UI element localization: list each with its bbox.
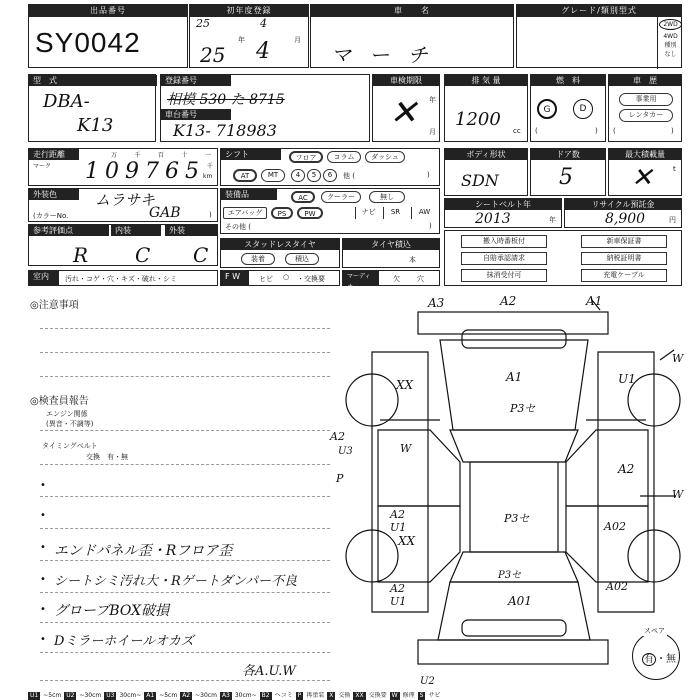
- note-line-8: [40, 560, 330, 561]
- seatbelt-value: 2013: [475, 211, 511, 227]
- lot-label: 出品番号: [29, 5, 187, 17]
- legend-19: 交換要: [368, 692, 387, 699]
- mark-p-trunk: P3セ: [498, 570, 522, 581]
- first-reg-label: 初年度登録: [190, 5, 308, 17]
- front-grille-shape: [462, 330, 566, 348]
- mark-p-hood: P3セ: [510, 402, 536, 415]
- color-label: 外装色: [29, 189, 79, 200]
- grade-label: グレード/類別型式: [517, 5, 681, 17]
- mark-p-roof: P3セ: [504, 512, 530, 525]
- front-right-door-shape: [566, 430, 648, 506]
- mileage-digit-headers: [111, 150, 211, 159]
- inspection-month-unit: 月: [429, 128, 436, 136]
- drive-4wd: 4WD: [663, 33, 678, 40]
- engine-label: エンジン関係: [46, 410, 88, 418]
- model-value-1: DBA-: [43, 91, 90, 112]
- legend-10: A3: [221, 692, 230, 699]
- first-reg-month-unit: 月: [294, 36, 301, 44]
- trunk-shape: [438, 582, 590, 640]
- front-left-door-shape: [378, 430, 460, 506]
- note-line-10: [40, 622, 330, 623]
- inspection-year-unit: 年: [429, 96, 436, 104]
- displacement-value: 1200: [455, 109, 501, 130]
- model-value-2: K13: [77, 115, 114, 136]
- mark-a1-top: A1: [586, 294, 603, 308]
- mark-w-fr: W: [672, 352, 684, 365]
- equip-aw: AW: [411, 207, 437, 219]
- studless-installed: 装着: [241, 253, 275, 265]
- first-reg-era-top: 25: [196, 17, 210, 30]
- rear-right-door-shape: [566, 506, 648, 582]
- inspection-mark: ✕: [389, 93, 418, 133]
- chassis-label: 車台番号: [161, 109, 231, 120]
- front-bumper-shape: [418, 312, 608, 334]
- registration-box: [160, 74, 370, 142]
- fuel-box: [530, 74, 606, 142]
- legend-3: ~30cm: [79, 692, 102, 699]
- shift-box: [220, 148, 440, 186]
- mileage-h4: 一: [204, 152, 211, 159]
- color-value: ムラサキ: [95, 191, 156, 209]
- body-shape-label: ボディ形状: [445, 149, 527, 160]
- tire-load-box: [342, 238, 440, 268]
- doc-charge-cable: 充電ケーブル: [581, 269, 667, 282]
- fuel-paren-l: (: [535, 127, 538, 135]
- interior-row: [28, 270, 218, 286]
- shift-column: コラム: [327, 151, 361, 163]
- displacement-label: 排 気 量: [445, 75, 527, 86]
- bullet-5: •: [40, 604, 46, 615]
- mileage-box: [28, 148, 218, 186]
- capacity-unit: t: [673, 165, 676, 173]
- doc-self-cert: 自賠承認請求: [461, 252, 547, 265]
- fuel-paren-r: ): [595, 127, 598, 135]
- mileage-value: 109765: [85, 159, 205, 184]
- mark-a02-rr: A02: [606, 580, 628, 593]
- mark-a1-hood: A1: [506, 370, 523, 384]
- equip-sr: SR: [383, 207, 407, 219]
- fw-row-replace: ・交換要: [297, 275, 325, 283]
- legend-bar: [28, 692, 700, 700]
- first-reg-month-top: 4: [260, 17, 267, 30]
- mileage-h2: 百: [157, 152, 164, 159]
- note-line-2: [40, 352, 330, 353]
- note-line-3: [40, 376, 330, 377]
- equipment-label: 装備品: [221, 189, 277, 200]
- legend-18: XX: [355, 692, 364, 699]
- mark-w-fdoor: W: [400, 442, 412, 455]
- note-line-1: [40, 328, 330, 329]
- windshield-shape: [450, 430, 578, 462]
- doc-import-plate: 搬入時番板付: [461, 235, 547, 248]
- legend-6: A1: [146, 692, 155, 699]
- equip-navi: ナビ: [355, 207, 381, 219]
- history-box: [608, 74, 682, 142]
- seatbelt-unit: 年: [549, 216, 556, 224]
- fuel-d-text: D: [579, 104, 587, 114]
- registration-value: 相模 530 た 8715: [167, 92, 285, 108]
- mark-a2-top: A2: [500, 294, 517, 308]
- shift-mt: MT: [261, 169, 285, 182]
- drive-none-2: なし: [664, 51, 677, 58]
- note-handwritten-1: エンドパネル歪・Rフロア歪: [54, 543, 233, 559]
- studless-loaded: 積込: [285, 253, 319, 265]
- mark-u1-fr: U1: [618, 372, 636, 386]
- note-line-4: [40, 430, 330, 431]
- bullet-6: •: [40, 634, 46, 645]
- car-name: マ ー チ: [331, 43, 434, 67]
- drive-column: [657, 17, 683, 69]
- mark-xx-fl: XX: [396, 378, 414, 392]
- legend-11: 30cm~: [234, 692, 257, 699]
- first-reg-year-unit: 年: [238, 36, 245, 44]
- mark-a2-u1-l: A2 U1: [390, 508, 407, 534]
- legend-8: A2: [182, 692, 191, 699]
- fuel-g: [537, 99, 557, 119]
- recycle-label: リサイクル預託金: [565, 199, 681, 210]
- history-paren-r: ): [671, 127, 674, 135]
- model-label: 型 式: [29, 75, 157, 86]
- roof-shape: [470, 462, 558, 552]
- bullet-2: •: [40, 510, 46, 521]
- mileage-h0: 万: [111, 152, 118, 159]
- doc-warranty: 新車保証書: [581, 235, 667, 248]
- capacity-value: ✕: [631, 163, 653, 193]
- body-shape-value: SDN: [461, 171, 499, 190]
- note-line-5: [40, 464, 330, 465]
- note-handwritten-3: グローブBOX破損: [54, 603, 170, 619]
- muffler-row-missing: 欠: [393, 275, 400, 283]
- equipment-box: [220, 188, 440, 234]
- displacement-box: [444, 74, 528, 142]
- seatbelt-box: [444, 198, 562, 228]
- legend-23: サビ: [428, 692, 441, 699]
- ratings-box: [28, 224, 218, 266]
- timing-sub: 交換 有・無: [86, 453, 128, 461]
- capacity-box: [608, 148, 682, 196]
- recycle-unit: 円: [669, 216, 676, 224]
- rear-bumper-shape: [418, 640, 608, 664]
- legend-17: 交換: [338, 692, 351, 699]
- fuel-g-text: G: [543, 105, 551, 115]
- bullet-4: •: [40, 574, 46, 585]
- registration-label: 登録番号: [161, 75, 231, 86]
- wheel-rr-shape: [628, 530, 680, 582]
- doc-tax-cert: 納税証明書: [581, 252, 667, 265]
- shift-num-5: 5: [307, 169, 321, 182]
- bullet-3: •: [40, 542, 46, 553]
- spare-options: [642, 650, 676, 665]
- ratings-exterior-label: 外装: [165, 225, 217, 236]
- fw-row: [220, 270, 340, 286]
- legend-13: ヘコミ: [274, 692, 293, 699]
- recycle-box: [564, 198, 682, 228]
- mark-u2: U2: [420, 676, 435, 687]
- muffler-row: [342, 270, 440, 291]
- displacement-unit: cc: [513, 127, 521, 135]
- color-box: [28, 188, 218, 222]
- legend-4: U3: [106, 692, 115, 699]
- hood-shape: [440, 340, 588, 430]
- spare-sep: ・: [656, 654, 666, 665]
- ratings-interior-label: 内装: [111, 225, 161, 236]
- equip-pw: PW: [297, 207, 323, 219]
- body-shape-box: [444, 148, 528, 196]
- equip-ps: PS: [271, 207, 293, 219]
- wheel-fr-shape: [628, 374, 680, 426]
- legend-14: P: [297, 692, 302, 699]
- car-name-box: [310, 4, 514, 68]
- first-reg-year: 25: [200, 43, 226, 67]
- recycle-value: 8,900: [605, 211, 646, 227]
- chassis-value: K13- 718983: [173, 121, 277, 140]
- docs-box: [444, 230, 682, 286]
- mark-p-fl: P: [336, 472, 344, 485]
- equip-airbag: エアバッグ: [223, 207, 267, 219]
- muffler-row-label: マーディオ: [343, 271, 379, 285]
- timing-label: タイミングベルト: [42, 442, 98, 450]
- spare-yes: 有: [644, 654, 654, 665]
- history-label: 車 歴: [609, 75, 681, 86]
- mileage-mark-label: マーク: [33, 163, 52, 170]
- inspection-label: 車検期限: [373, 75, 439, 86]
- history-rental: レンタカー: [619, 109, 673, 122]
- legend-9: ~30cm: [195, 692, 217, 699]
- capacity-label: 最大積載量: [609, 149, 681, 160]
- shift-num-4: 4: [291, 169, 305, 182]
- ratings-interior: C: [135, 243, 151, 267]
- legend-22: S: [419, 692, 424, 699]
- equip-cooler: クーラー: [321, 191, 361, 203]
- legend-20: W: [391, 692, 398, 699]
- right-side-shape: [598, 352, 654, 612]
- interior-row-label: 室内: [29, 271, 59, 285]
- inspector-label: ◎検査員報告: [30, 396, 89, 407]
- shift-dash: ダッシュ: [365, 151, 405, 163]
- studless-box: [220, 238, 340, 268]
- mileage-h3: 十: [181, 152, 188, 159]
- legend-15: 再塗装: [306, 692, 325, 699]
- rear-lamp-shape: [462, 620, 566, 636]
- shift-other: 他 (: [343, 172, 355, 180]
- note-handwritten-4: Dミラーホイールオカズ: [54, 634, 194, 649]
- fw-row-label: F W: [221, 271, 249, 285]
- shift-num-6: 6: [323, 169, 337, 182]
- grade-box: [516, 4, 682, 68]
- shift-label: シフト: [221, 149, 281, 160]
- note-line-7: [40, 528, 330, 529]
- mark-a1-rear: A01: [508, 594, 532, 608]
- doc-erasure: 抹消受付可: [461, 269, 547, 282]
- legend-1: ~5cm: [43, 692, 62, 699]
- history-business: 事業用: [619, 93, 673, 106]
- note-line-11: [40, 652, 330, 653]
- model-box: [28, 74, 156, 142]
- fw-row-crack: ヒビ: [259, 275, 273, 283]
- mark-u3: U3: [338, 446, 353, 457]
- studless-label: スタッドレスタイヤ: [221, 239, 339, 250]
- spare-label: スペア: [644, 627, 665, 635]
- drive-2wd: 2WD: [659, 19, 682, 30]
- mileage-h1: 千: [134, 152, 141, 159]
- mark-w-rr: W: [672, 488, 684, 501]
- lot-box: [28, 4, 188, 68]
- note-line-9: [40, 592, 330, 593]
- mileage-label: 走行距離: [29, 149, 79, 160]
- mark-xx-rl: XX: [398, 534, 416, 548]
- wheel-rl-shape: [346, 530, 398, 582]
- legend-5: 30cm~: [119, 692, 142, 699]
- mark-a2-fl: A2: [330, 430, 345, 443]
- legend-12: B2: [261, 692, 270, 699]
- shift-floor: フロア: [289, 151, 323, 163]
- note-handwritten-5: 各A.U.W: [242, 664, 296, 679]
- inspection-box: [372, 74, 440, 142]
- wheel-fl-shape: [346, 374, 398, 426]
- equip-paren-r: ): [429, 222, 432, 230]
- interior-row-items: 汚れ・コゲ・穴・キズ・破れ・シミ: [65, 275, 177, 283]
- engine-sub: (異音・不調等): [46, 420, 94, 428]
- first-reg-month: 4: [256, 39, 270, 64]
- first-reg-box: [189, 4, 309, 68]
- seatbelt-label: シートベルト年: [445, 199, 561, 210]
- mark-a2-u1-rl: A2 U1: [390, 582, 407, 608]
- legend-7: ~5cm: [159, 692, 178, 699]
- tire-load-label: タイヤ積込: [343, 239, 439, 250]
- shift-paren-r: ): [427, 171, 430, 179]
- note-handwritten-2: シートシミ汚れ大・Rゲートダンパー不良: [54, 574, 298, 589]
- fuel-label: 燃 料: [531, 75, 605, 86]
- color-code-label: (カラーNo.: [33, 212, 69, 220]
- mark-a3-top: A3: [428, 296, 445, 310]
- legend-0: U1: [30, 692, 39, 699]
- ratings-score: R: [73, 243, 89, 267]
- bullet-1: •: [40, 480, 46, 491]
- spare-no: 無: [666, 654, 676, 665]
- equip-other-label: その他 (: [225, 223, 251, 231]
- mark-a2-rdoor: A2: [618, 462, 635, 476]
- lot-number: SY0042: [35, 27, 141, 58]
- note-line-12: [40, 680, 330, 681]
- mileage-unit-top: 千: [207, 163, 214, 170]
- legend-16: X: [329, 692, 334, 699]
- tire-load-count-label: 本: [409, 256, 416, 264]
- fw-row-mark: ○: [283, 273, 290, 281]
- ratings-exterior: C: [193, 243, 209, 267]
- ratings-label: 参考評価点: [29, 225, 109, 236]
- doors-box: [530, 148, 606, 196]
- color-paren-r: ): [209, 211, 212, 219]
- legend-21: 修理: [402, 692, 415, 699]
- history-paren-l: (: [613, 127, 616, 135]
- muffler-row-hole: 穴: [417, 275, 424, 283]
- fuel-d: [573, 99, 593, 119]
- mark-a02-r: A02: [604, 520, 626, 533]
- shift-at: AT: [233, 169, 257, 182]
- equip-none: 無し: [369, 191, 405, 203]
- drive-none-1: 種別: [664, 42, 677, 49]
- doors-label: ドア数: [531, 149, 605, 160]
- note-line-6: [40, 496, 330, 497]
- mileage-unit-bottom: km: [203, 173, 213, 180]
- doors-value: 5: [559, 165, 573, 190]
- legend-2: U2: [66, 692, 75, 699]
- car-name-label: 車 名: [311, 5, 513, 17]
- color-code-value: GAB: [149, 205, 181, 221]
- caution-label: ◎注意事項: [30, 300, 79, 311]
- equip-ac: AC: [291, 191, 315, 203]
